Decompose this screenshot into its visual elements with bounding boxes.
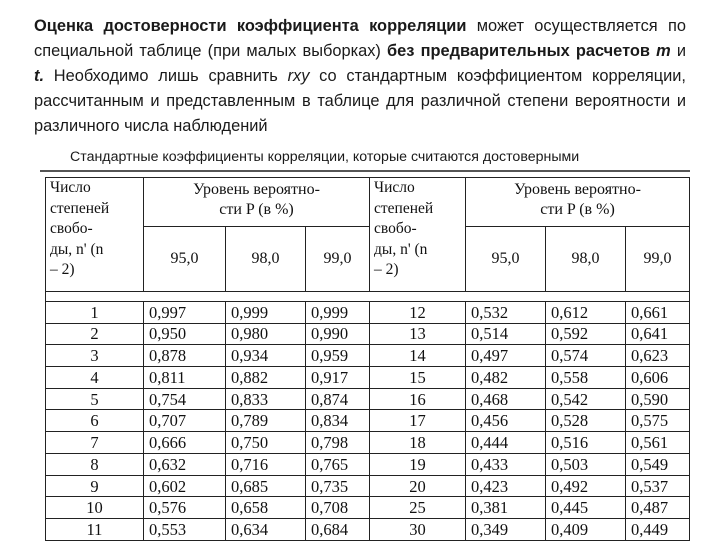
- intro-paragraph: [34, 14, 686, 139]
- coefficient-cell: 0,959: [306, 345, 370, 367]
- table-row: [46, 388, 690, 410]
- coefficient-cell: 0,765: [306, 453, 370, 475]
- coefficient-cell: 0,549: [626, 453, 690, 475]
- coefficient-cell: 0,492: [546, 475, 626, 497]
- coefficient-cell: 0,684: [306, 519, 370, 541]
- header-p99-left: 99,0: [306, 227, 370, 292]
- coefficient-cell: 0,561: [626, 432, 690, 454]
- coefficient-cell: 0,754: [144, 388, 226, 410]
- degrees-cell: 4: [46, 366, 144, 388]
- coefficient-cell: 0,449: [626, 519, 690, 541]
- coefficient-cell: 0,514: [466, 323, 546, 345]
- coefficient-cell: 0,707: [144, 410, 226, 432]
- coefficient-cell: 0,602: [144, 475, 226, 497]
- table-row: [46, 432, 690, 454]
- coefficient-cell: 0,497: [466, 345, 546, 367]
- table-row: [46, 301, 690, 323]
- coefficient-cell: 0,999: [306, 301, 370, 323]
- intro-var-rxy: rxy: [287, 67, 310, 85]
- degrees-cell: 17: [370, 410, 466, 432]
- intro-text-compare: Необходимо лишь сравнить: [44, 67, 288, 85]
- intro-text: может осуществляется по специальной таблице (при малых выборках): [34, 17, 686, 60]
- coefficient-cell: 0,592: [546, 323, 626, 345]
- table-row: [46, 453, 690, 475]
- degrees-cell: 18: [370, 432, 466, 454]
- intro-text-and: и: [670, 42, 686, 60]
- degrees-cell: 20: [370, 475, 466, 497]
- intro-bold-phrase: без предварительных расчетов: [387, 42, 657, 60]
- coefficient-cell: 0,980: [226, 323, 306, 345]
- table-row: [46, 366, 690, 388]
- degrees-cell: 13: [370, 323, 466, 345]
- coefficient-cell: 0,999: [226, 301, 306, 323]
- coefficient-cell: 0,528: [546, 410, 626, 432]
- degrees-cell: 12: [370, 301, 466, 323]
- coefficient-cell: 0,542: [546, 388, 626, 410]
- degrees-cell: 19: [370, 453, 466, 475]
- coefficient-cell: 0,661: [626, 301, 690, 323]
- degrees-cell: 7: [46, 432, 144, 454]
- coefficient-cell: 0,612: [546, 301, 626, 323]
- coefficient-cell: 0,666: [144, 432, 226, 454]
- header-p99-right: 99,0: [626, 227, 690, 292]
- coefficient-cell: 0,456: [466, 410, 546, 432]
- degrees-cell: 5: [46, 388, 144, 410]
- degrees-cell: 3: [46, 345, 144, 367]
- header-p95-right: 95,0: [466, 227, 546, 292]
- coefficient-cell: 0,468: [466, 388, 546, 410]
- intro-text-end: со стандартным коэффициентом корреляции, рассчитанным и представленным в таблице для различной степени вероятности и различного числа наблюдений: [34, 67, 686, 135]
- coefficient-cell: 0,423: [466, 475, 546, 497]
- coefficient-cell: 0,433: [466, 453, 546, 475]
- coefficient-cell: 0,487: [626, 497, 690, 519]
- correlation-table: [45, 177, 690, 541]
- coefficient-cell: 0,349: [466, 519, 546, 541]
- coefficient-cell: 0,590: [626, 388, 690, 410]
- header-p98-left: 98,0: [226, 227, 306, 292]
- coefficient-cell: 0,990: [306, 323, 370, 345]
- coefficient-cell: 0,798: [306, 432, 370, 454]
- coefficient-cell: 0,716: [226, 453, 306, 475]
- header-p98-right: 98,0: [546, 227, 626, 292]
- coefficient-cell: 0,882: [226, 366, 306, 388]
- coefficient-cell: 0,934: [226, 345, 306, 367]
- coefficient-cell: 0,874: [306, 388, 370, 410]
- table-row: [46, 497, 690, 519]
- coefficient-cell: 0,833: [226, 388, 306, 410]
- intro-bold-lead: Оценка достоверности коэффициента корреляции: [34, 17, 467, 35]
- degrees-cell: 16: [370, 388, 466, 410]
- degrees-cell: 2: [46, 323, 144, 345]
- coefficient-cell: 0,708: [306, 497, 370, 519]
- coefficient-cell: 0,641: [626, 323, 690, 345]
- coefficient-cell: 0,811: [144, 366, 226, 388]
- intro-var-m: m: [656, 42, 671, 60]
- table-header: [46, 178, 690, 292]
- coefficient-cell: 0,482: [466, 366, 546, 388]
- coefficient-cell: 0,917: [306, 366, 370, 388]
- coefficient-cell: 0,503: [546, 453, 626, 475]
- coefficient-cell: 0,658: [226, 497, 306, 519]
- coefficient-cell: 0,634: [226, 519, 306, 541]
- coefficient-cell: 0,516: [546, 432, 626, 454]
- coefficient-cell: 0,685: [226, 475, 306, 497]
- header-degrees-right: Число степеней свобо- ды, n' (n – 2): [370, 178, 466, 292]
- coefficient-cell: 0,878: [144, 345, 226, 367]
- table-row: [46, 410, 690, 432]
- coefficient-cell: 0,735: [306, 475, 370, 497]
- coefficient-cell: 0,381: [466, 497, 546, 519]
- coefficient-cell: 0,834: [306, 410, 370, 432]
- degrees-cell: 15: [370, 366, 466, 388]
- degrees-cell: 14: [370, 345, 466, 367]
- table-row: [46, 323, 690, 345]
- header-level-right: Уровень вероятно- сти P (в %): [466, 178, 690, 227]
- degrees-cell: 9: [46, 475, 144, 497]
- degrees-cell: 10: [46, 497, 144, 519]
- table-body: [46, 292, 690, 541]
- coefficient-cell: 0,997: [144, 301, 226, 323]
- table-caption: Стандартные коэффициенты корреляции, которые считаются достоверными: [70, 149, 580, 165]
- header-gap: [46, 292, 690, 302]
- degrees-cell: 11: [46, 519, 144, 541]
- coefficient-cell: 0,623: [626, 345, 690, 367]
- header-degrees-left: Число степеней свобо- ды, n' (n – 2): [46, 178, 144, 292]
- coefficient-cell: 0,574: [546, 345, 626, 367]
- degrees-cell: 25: [370, 497, 466, 519]
- caption-divider: [40, 170, 690, 172]
- header-level-left: Уровень вероятно- сти P (в %): [144, 178, 370, 227]
- coefficient-cell: 0,558: [546, 366, 626, 388]
- coefficient-cell: 0,632: [144, 453, 226, 475]
- coefficient-cell: 0,575: [626, 410, 690, 432]
- header-p95-left: 95,0: [144, 227, 226, 292]
- coefficient-cell: 0,444: [466, 432, 546, 454]
- table-row: [46, 345, 690, 367]
- coefficient-cell: 0,553: [144, 519, 226, 541]
- degrees-cell: 8: [46, 453, 144, 475]
- table-row: [46, 519, 690, 541]
- coefficient-cell: 0,532: [466, 301, 546, 323]
- coefficient-cell: 0,409: [546, 519, 626, 541]
- degrees-cell: 6: [46, 410, 144, 432]
- coefficient-cell: 0,789: [226, 410, 306, 432]
- coefficient-cell: 0,950: [144, 323, 226, 345]
- coefficient-cell: 0,537: [626, 475, 690, 497]
- coefficient-cell: 0,606: [626, 366, 690, 388]
- coefficient-cell: 0,576: [144, 497, 226, 519]
- intro-var-t: t.: [34, 67, 45, 85]
- coefficient-cell: 0,750: [226, 432, 306, 454]
- coefficient-cell: 0,445: [546, 497, 626, 519]
- table-row: [46, 475, 690, 497]
- degrees-cell: 30: [370, 519, 466, 541]
- degrees-cell: 1: [46, 301, 144, 323]
